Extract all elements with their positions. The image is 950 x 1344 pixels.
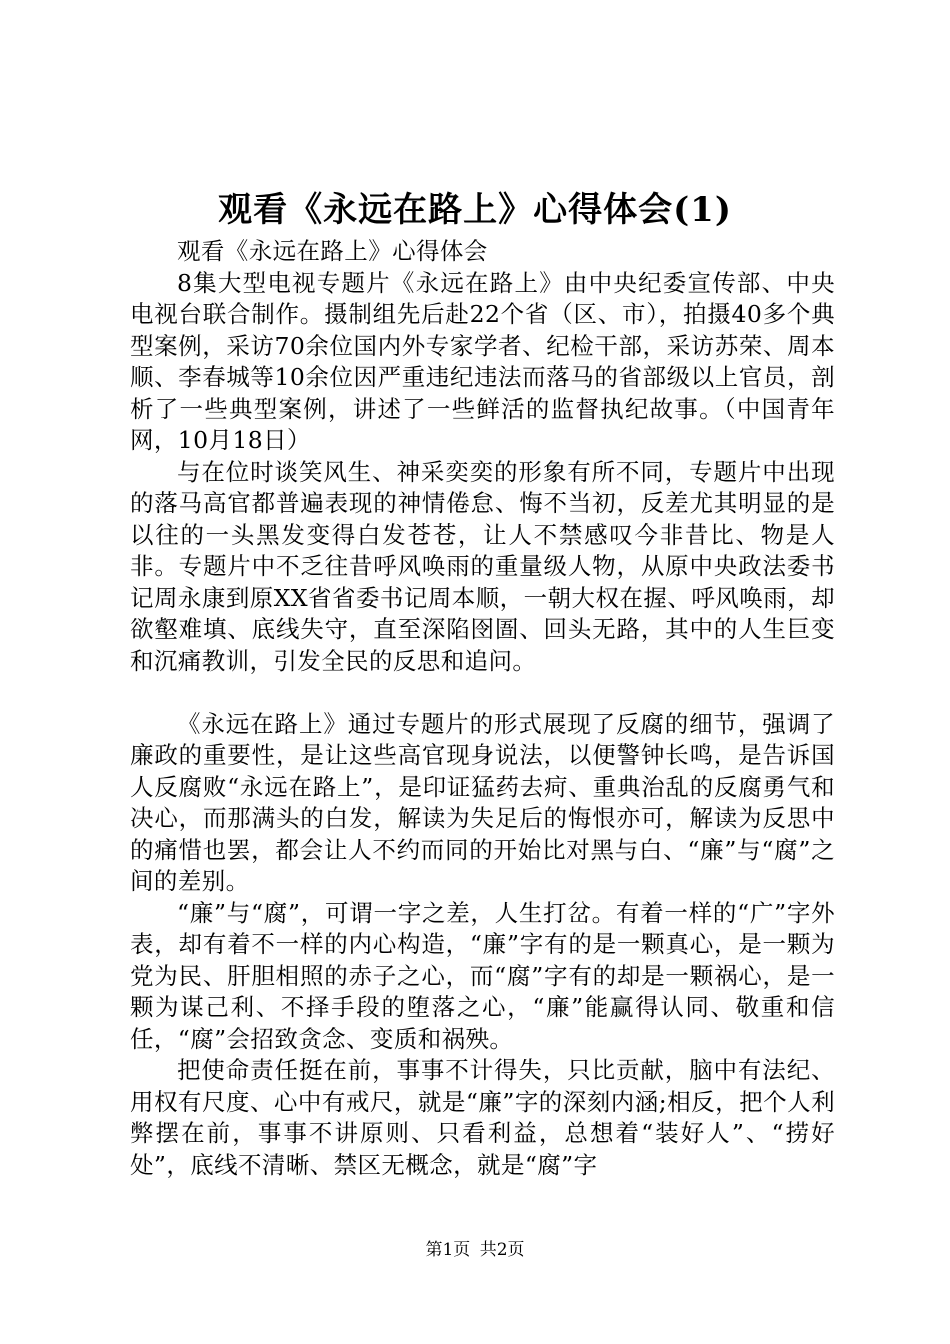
page-total: 共2页 bbox=[479, 1240, 525, 1260]
page-number: 第1页 bbox=[425, 1240, 471, 1260]
document-title: 观看《永远在路上》心得体会(1) bbox=[218, 190, 732, 230]
paragraph-subtitle: 观看《永远在路上》心得体会 bbox=[177, 237, 488, 265]
paragraph-significance: 《永远在路上》通过专题片的形式展现了反腐的细节，强调了廉政的重要性，是让这些高官现身说法，以便警钟长鸣，是告诉国人反腐败“永远在路上”，是印证猛药去疴、重典治乱的反腐勇气和决心，而那满头的白发，解读为失足后的悔恨亦可，解读为反思中的痛惜也罢，都会让人不约而同的开始比对黑与白、“廉”与“腐”之间的差别。 bbox=[130, 709, 835, 895]
paragraph-intro: 8集大型电视专题片《永远在路上》由中央纪委宣传部、中央电视台联合制作。摄制组先后赴22个省（区、市），拍摄40多个典型案例，采访70余位国内外专家学者、纪检干部，采访苏荣、周本顺、李春城等10余位因严重违纪违法而落马的省部级以上官员，剖析了一些典型案例，讲述了一些鲜活的监督执纪故事。（中国青年网，10月18日） bbox=[130, 268, 835, 454]
paragraph-spacer bbox=[130, 677, 835, 709]
page-footer bbox=[0, 1238, 950, 1262]
paragraph-lian-fu: “廉”与“腐”，可谓一字之差，人生打岔。有着一样的“广”字外表，却有着不一样的内心构造，“廉”字有的是一颗真心，是一颗为党为民、肝胆相照的赤子之心，而“腐”字有的却是一颗祸心，是一颗为谋己利、不择手段的堕落之心，“廉”能赢得认同、敬重和信任，“腐”会招致贪念、变质和祸殃。 bbox=[130, 898, 835, 1053]
document-body bbox=[130, 236, 835, 1181]
paragraph-responsibility: 把使命责任挺在前，事事不计得失，只比贡献，脑中有法纪、用权有尺度、心中有戒尺，就是“廉”字的深刻内涵;相反，把个人利弊摆在前，事事不讲原则、只看利益，总想着“装好人”、“捞好处”，底线不清晰、禁区无概念，就是“腐”字 bbox=[130, 1056, 835, 1179]
paragraph-contrast: 与在位时谈笑风生、神采奕奕的形象有所不同，专题片中出现的落马高官都普遍表现的神情倦怠、悔不当初，反差尤其明显的是以往的一头黑发变得白发苍苍，让人不禁感叹今非昔比、物是人非。专题片中不乏往昔呼风唤雨的重量级人物，从原中央政法委书记周永康到原XX省省委书记周本顺，一朝大权在握、呼风唤雨，却欲壑难填、底线失守，直至深陷囹圄、回头无路，其中的人生巨变和沉痛教训，引发全民的反思和追问。 bbox=[130, 457, 835, 675]
